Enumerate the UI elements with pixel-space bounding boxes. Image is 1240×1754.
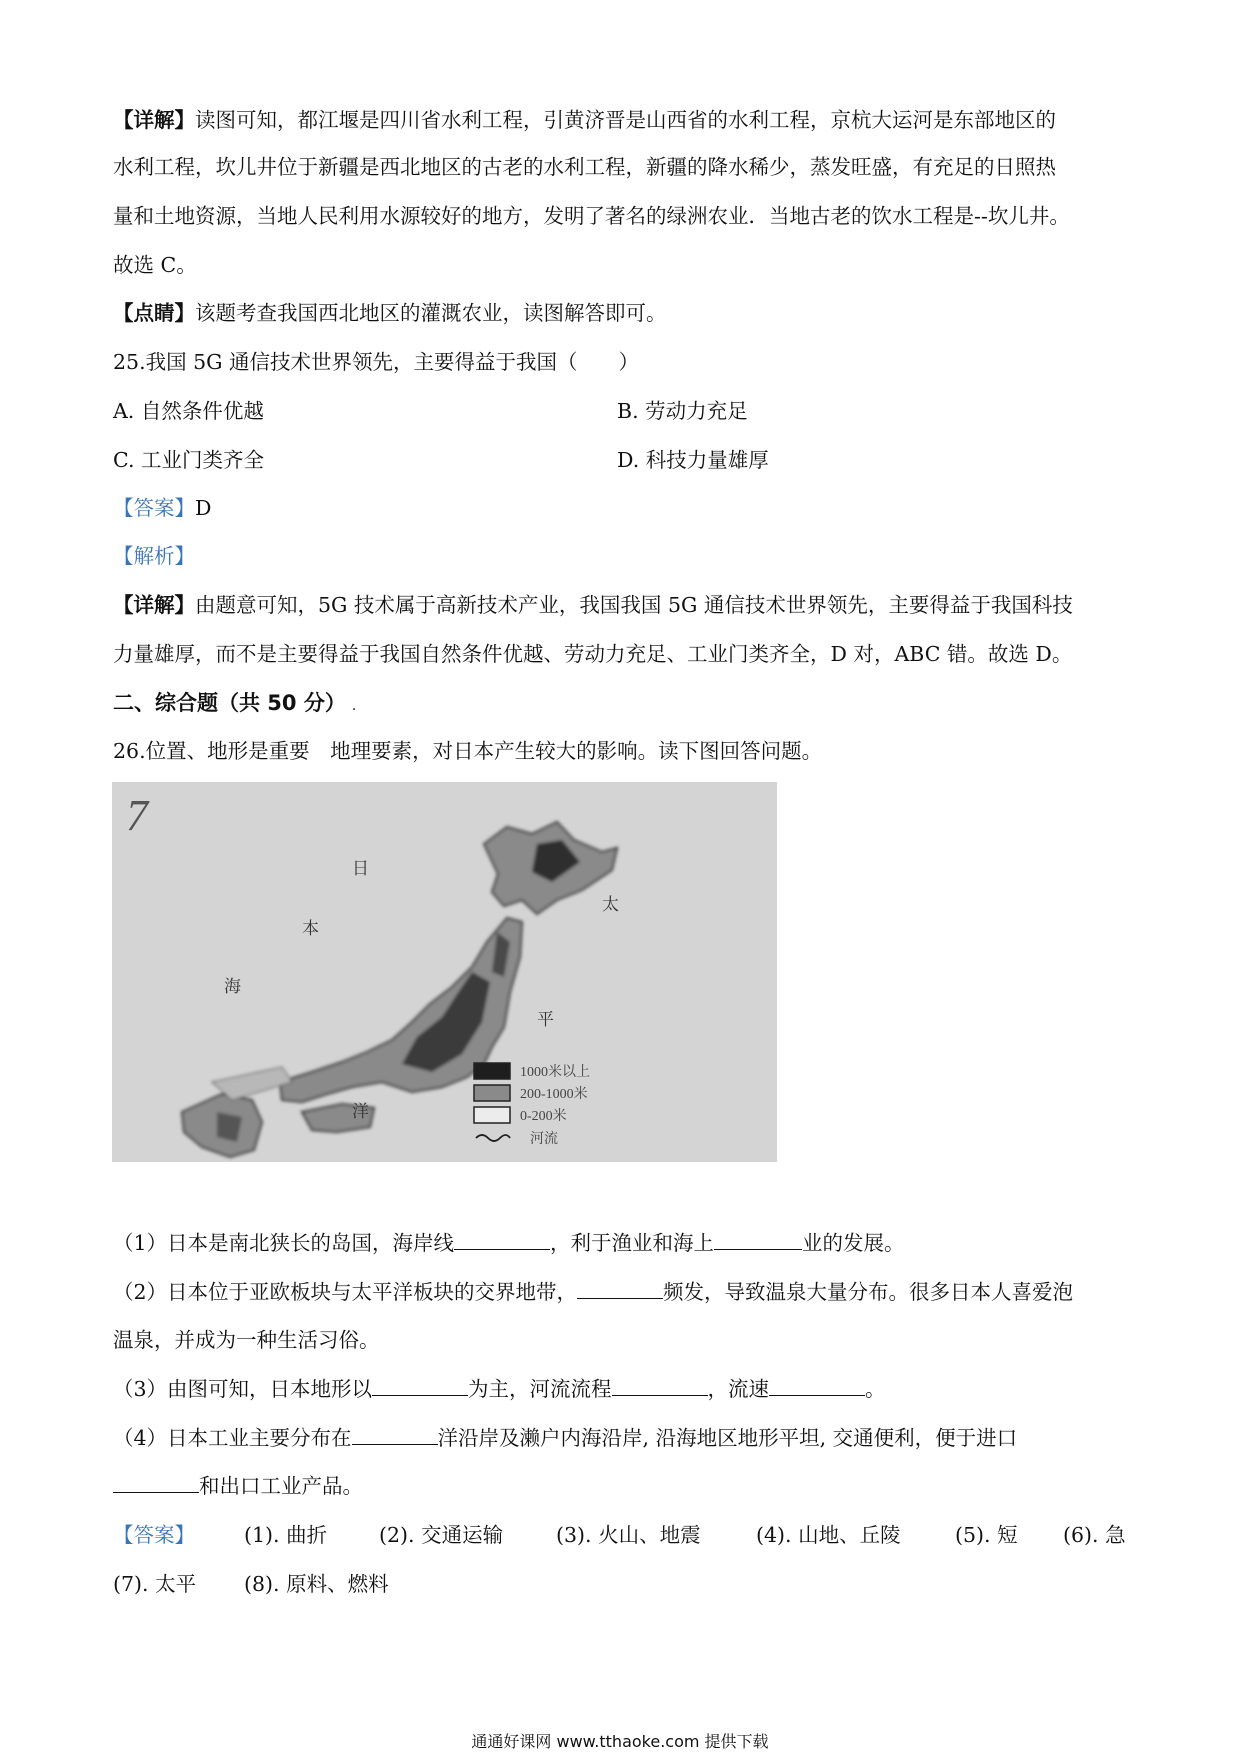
q26-answer-7: (7). 太平 <box>113 1572 197 1596</box>
q26-sub4-cont <box>113 1472 363 1500</box>
legend-label-high: 1000米以上 <box>520 1065 590 1080</box>
q26-answer-8: (8). 原料、燃料 <box>244 1572 389 1596</box>
dianjing-text: 该题考查我国西北地区的灌溉农业，读图解答即可。 <box>195 301 667 325</box>
sub1-text-c: 业的发展。 <box>802 1231 905 1255</box>
section-title-text: 二、综合题（共 50 分） <box>113 691 346 715</box>
legend-swatch-low <box>474 1107 510 1123</box>
sub3-text-c: ，流速 <box>707 1377 770 1401</box>
q26-answer-tag: 【答案】 <box>113 1523 195 1547</box>
detail-line-3: 量和土地资源，当地人民利用水源较好的地方，发明了著名的绿洲农业．当地古老的饮水工程是--坎儿井。 <box>113 204 1070 228</box>
detail-line-1 <box>113 106 1056 134</box>
detail-text: 由题意可知，5G 技术属于高新技术产业，我国我国 5G 通信技术世界领先，主要得益于我国科技 <box>195 593 1073 617</box>
answer-blank-7[interactable] <box>352 1424 438 1445</box>
ocean-label-1: 太 <box>602 895 619 914</box>
page-footer: 通通好课网 www.tthaoke.com 提供下载 <box>471 1732 769 1751</box>
q26-answer-2: (2). 交通运输 <box>379 1523 504 1547</box>
q25-stem: 25.我国 5G 通信技术世界领先，主要得益于我国（ ） <box>113 350 640 374</box>
section-title <box>113 689 356 720</box>
section-mark: . <box>351 698 357 714</box>
legend-swatch-mid <box>474 1085 510 1101</box>
q25-option-d: D. 科技力量雄厚 <box>617 448 769 472</box>
legend-swatch-high <box>474 1063 510 1079</box>
sub4-text-c: 和出口工业产品。 <box>199 1474 363 1498</box>
detail-tag: 【详解】 <box>113 593 195 617</box>
q25-option-c: C. 工业门类齐全 <box>113 448 264 472</box>
answer-blank-6[interactable] <box>769 1375 865 1396</box>
sub3-text-b: 为主，河流流程 <box>468 1377 612 1401</box>
q26-answer-3: (3). 火山、地震 <box>556 1523 701 1547</box>
detail-line-4: 故选 C。 <box>113 253 197 277</box>
q25-detail-line-1 <box>113 591 1073 619</box>
q26-sub1 <box>113 1229 905 1257</box>
q25-detail-line-2: 力量雄厚，而不是主要得益于我国自然条件优越、劳动力充足、工业门类齐全，D 对，ABC 错。故选 D。 <box>113 642 1073 666</box>
legend-label-river: 河流 <box>530 1132 558 1147</box>
q25-option-b: B. 劳动力充足 <box>617 399 748 423</box>
q25-analysis-tag: 【解析】 <box>113 544 195 568</box>
sub3-text-d: 。 <box>865 1377 886 1401</box>
answer-blank-4[interactable] <box>372 1375 468 1396</box>
q25-option-a: A. 自然条件优越 <box>113 399 264 423</box>
sea-label-2: 本 <box>302 919 319 938</box>
q26-sub3 <box>113 1375 886 1403</box>
answer-blank-2[interactable] <box>714 1229 802 1250</box>
answer-blank-5[interactable] <box>612 1375 708 1396</box>
sub4-text-b: 洋沿岸及濑户内海沿岸, 沿海地区地形平坦, 交通便利，便于进口 <box>437 1426 1018 1450</box>
dianjing-line <box>113 299 667 327</box>
sub2-text-b: 频发，导致温泉大量分布。很多日本人喜爱泡 <box>663 1280 1074 1304</box>
sub4-text-a: （4）日本工业主要分布在 <box>113 1426 352 1450</box>
q26-answer-4: (4). 山地、丘陵 <box>756 1523 901 1547</box>
answer-tag: 【答案】 <box>113 496 195 520</box>
q26-answer-1: (1). 曲折 <box>244 1523 328 1547</box>
answer-value: D <box>195 496 212 520</box>
q26-answer-5: (5). 短 <box>955 1523 1018 1547</box>
q26-stem: 26.位置、地形是重要 地理要素，对日本产生较大的影响。读下图回答问题。 <box>113 739 823 763</box>
dianjing-tag: 【点睛】 <box>113 301 195 325</box>
detail-tag: 【详解】 <box>113 108 195 132</box>
q26-sub2 <box>113 1278 1073 1306</box>
sub3-text-a: （3）由图可知，日本地形以 <box>113 1377 373 1401</box>
q26-sub2-cont: 温泉，并成为一种生活习俗。 <box>113 1328 380 1352</box>
legend-label-low: 0-200米 <box>520 1109 567 1124</box>
ocean-label-3: 洋 <box>352 1102 369 1121</box>
sub1-text-a: （1）日本是南北狭长的岛国，海岸线 <box>113 1231 455 1255</box>
legend-label-mid: 200-1000米 <box>520 1087 588 1102</box>
q26-answer-6: (6). 急 <box>1063 1523 1126 1547</box>
q25-answer <box>113 494 211 522</box>
sea-label-3: 海 <box>224 977 241 996</box>
q26-sub4 <box>113 1424 1017 1452</box>
sub1-text-b: ，利于渔业和海上 <box>550 1231 715 1255</box>
sea-label-1: 日 <box>352 859 369 878</box>
sub2-text-a: （2）日本位于亚欧板块与太平洋板块的交界地带， <box>113 1280 578 1304</box>
detail-line-2: 水利工程，坎儿井位于新疆是西北地区的古老的水利工程，新疆的降水稀少，蒸发旺盛，有充足的日照热 <box>113 155 1056 179</box>
japan-topographic-map <box>112 782 777 1162</box>
answer-blank-3[interactable] <box>577 1278 663 1299</box>
answer-blank-1[interactable] <box>454 1229 550 1250</box>
detail-text-1: 读图可知，都江堰是四川省水利工程，引黄济晋是山西省的水利工程，京杭大运河是东部地区的 <box>195 108 1056 132</box>
answer-blank-8[interactable] <box>113 1472 199 1493</box>
map-corner-mark: 7 <box>126 791 148 840</box>
ocean-label-2: 平 <box>537 1010 554 1029</box>
